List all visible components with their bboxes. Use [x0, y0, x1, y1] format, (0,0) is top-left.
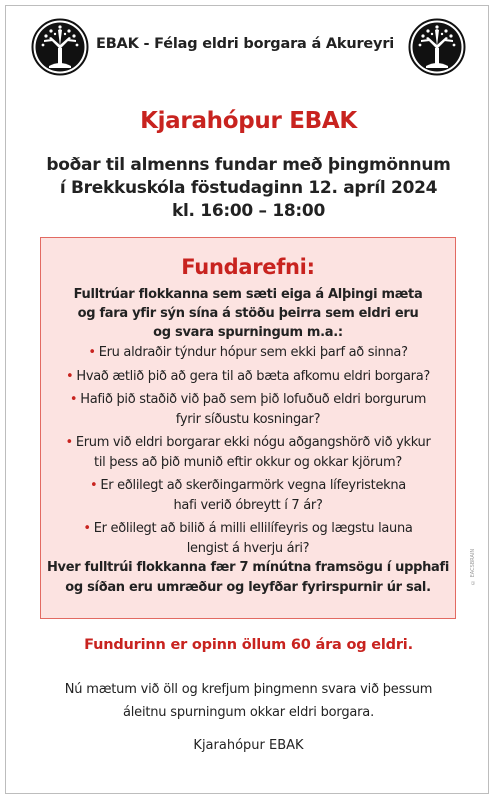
meeting-intro — [0, 154, 497, 223]
signature: Kjarahópur EBAK — [193, 738, 304, 753]
agenda-item — [41, 476, 455, 515]
agenda-heading: Fundarefni: — [181, 255, 315, 279]
page-title: Kjarahópur EBAK — [140, 108, 357, 134]
agenda-item — [41, 519, 455, 558]
appeal-line: áleitnu spurningum okkar eldri borgara. — [122, 705, 374, 720]
agenda-closing-line: Hver fulltrúi flokkanna fær 7 mínútna framsögu í upphafi — [46, 560, 450, 575]
intro-line: boðar til almenns fundar með þingmönnum — [46, 155, 451, 175]
header — [0, 18, 497, 78]
agenda-item-line: Erum við eldri borgarar ekki nógu aðgangshörð við ykkur — [75, 435, 431, 450]
agenda-item-line: Eru aldraðir týndur hópur sem ekki þarf að sinna? — [98, 345, 408, 360]
agenda-lead — [41, 285, 455, 342]
agenda-item-line: til þess að þið munið eftir okkur og okkar kjörum? — [94, 454, 402, 470]
agenda-item — [41, 367, 455, 387]
bullet-icon: • — [65, 435, 73, 450]
agenda-lead-line: Fulltrúar flokkanna sem sæti eiga á Alþingi mæta — [73, 287, 423, 302]
intro-line: kl. 16:00 – 18:00 — [172, 201, 325, 221]
agenda-item-line: Er eðlilegt að bilið á milli ellilífeyris og lægstu launa — [93, 521, 413, 536]
open-notice: Fundurinn er opinn öllum 60 ára og eldri. — [84, 637, 413, 653]
bullet-icon: • — [90, 478, 98, 493]
bullet-icon: • — [88, 345, 96, 360]
designer-credit: © EACSBRAIN — [470, 548, 476, 585]
agenda-closing — [41, 558, 455, 598]
tree-logo-icon — [408, 18, 466, 76]
agenda-item — [41, 390, 455, 429]
agenda-item-line: Er eðlilegt að skerðingarmörk vegna lífeyristekna — [100, 478, 406, 493]
agenda-item — [41, 433, 455, 472]
bullet-icon: • — [66, 368, 74, 384]
bullet-icon: • — [83, 521, 91, 536]
agenda-item-line: fyrir síðustu kosningar? — [175, 411, 321, 427]
agenda-item-line: Hafið þið staðið við það sem þið lofuðuð eldri borgurum — [80, 392, 427, 407]
agenda-item-line: hafi verið óbreytt í 7 ár? — [173, 497, 323, 513]
intro-line: í Brekkuskóla föstudaginn 12. apríl 2024 — [59, 178, 438, 198]
agenda-lead-line: og fara yfir sýn sína á stöðu þeirra sem eldri eru — [77, 306, 419, 321]
appeal-text — [0, 678, 497, 724]
tree-logo-icon — [31, 18, 89, 76]
agenda-items — [41, 343, 455, 562]
agenda-item-line: lengist á hverju ári? — [186, 540, 310, 556]
agenda-item-line: Hvað ætlið þið að gera til að bæta afkomu eldri borgara? — [76, 368, 430, 384]
agenda-item — [41, 343, 455, 363]
appeal-line: Nú mætum við öll og krefjum þingmenn svara við þessum — [64, 682, 433, 697]
organization-name: EBAK - Félag eldri borgara á Akureyri — [96, 36, 395, 52]
bullet-icon: • — [69, 392, 78, 407]
agenda-box — [40, 237, 456, 619]
agenda-closing-line: og síðan eru umræður og leyfðar fyrirspurnir úr sal. — [65, 580, 431, 595]
agenda-lead-line: og svara spurningum m.a.: — [153, 325, 343, 340]
